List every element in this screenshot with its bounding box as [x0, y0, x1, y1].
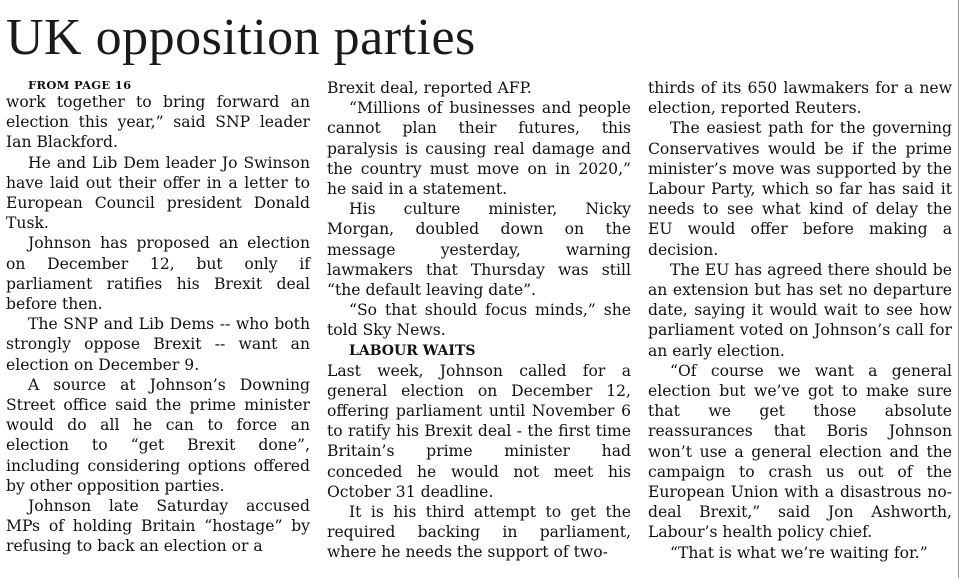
paragraph: It is his third attempt to get the required backing in parliament, where he needs the support of two-	[327, 503, 631, 562]
paragraph: Johnson late Saturday accused MPs of holding Britain “hostage” by refusing to back an election or a	[6, 497, 310, 556]
article-column-1	[6, 78, 310, 557]
paragraph: “Of course we want a general election but we’ve got to make sure that we get those absolute reassurances that Boris Johnson won’t use a general election and the campaign to crash us out of the European Union with a disastrous no-deal Brexit,” said Jon Ashworth, Labour’s health policy chief.	[648, 361, 952, 542]
paragraph: “Millions of businesses and people cannot plan their futures, this paralysis is causing real damage and the country must move on in 2020,” he said in a statement.	[327, 99, 631, 199]
page-edge-rule	[958, 0, 959, 578]
article-column-3	[648, 78, 952, 563]
article-column-2	[327, 78, 631, 563]
paragraph: The SNP and Lib Dems -- who both strongly oppose Brexit -- want an election on December 9.	[6, 315, 310, 374]
paragraph: Johnson has proposed an election on December 12, but only if parliament ratifies his Brexit deal before then.	[6, 234, 310, 314]
paragraph: The easiest path for the governing Conservatives would be if the prime minister’s move was supported by the Labour Party, which so far has said it needs to see what kind of delay the EU would offer before making a decision.	[648, 119, 952, 259]
paragraph: Last week, Johnson called for a general election on December 12, offering parliament until November 6 to ratify his Brexit deal - the first time Britain’s prime minister had conceded he would not meet his October 31 deadline.	[327, 361, 631, 501]
paragraph: “So that should focus minds,” she told Sky News.	[327, 301, 631, 340]
paragraph: work together to bring forward an election this year,” said SNP leader Ian Blackford.	[6, 93, 310, 152]
continuation-kicker: FROM PAGE 16	[28, 78, 132, 92]
subhead: LABOUR WAITS	[349, 342, 476, 359]
paragraph: The EU has agreed there should be an extension but has set no departure date, saying it would wait to see how parliament voted on Johnson’s call for an early election.	[648, 260, 952, 360]
paragraph: A source at Johnson’s Downing Street office said the prime minister would do all he can to force an election to “get Brexit done”, including considering options offered by other opposition parties.	[6, 375, 310, 495]
headline: UK opposition parties	[6, 9, 476, 66]
paragraph: thirds of its 650 lawmakers for a new election, reported Reuters.	[648, 79, 952, 118]
paragraph: He and Lib Dem leader Jo Swinson have laid out their offer in a letter to European Council president Donald Tusk.	[6, 153, 310, 233]
paragraph: His culture minister, Nicky Morgan, doubled down on the message yesterday, warning lawmakers that Thursday was still “the default leaving date”.	[327, 200, 631, 300]
paragraph: Brexit deal, reported AFP.	[327, 79, 532, 97]
paragraph: “That is what we’re waiting for.”	[670, 543, 928, 562]
